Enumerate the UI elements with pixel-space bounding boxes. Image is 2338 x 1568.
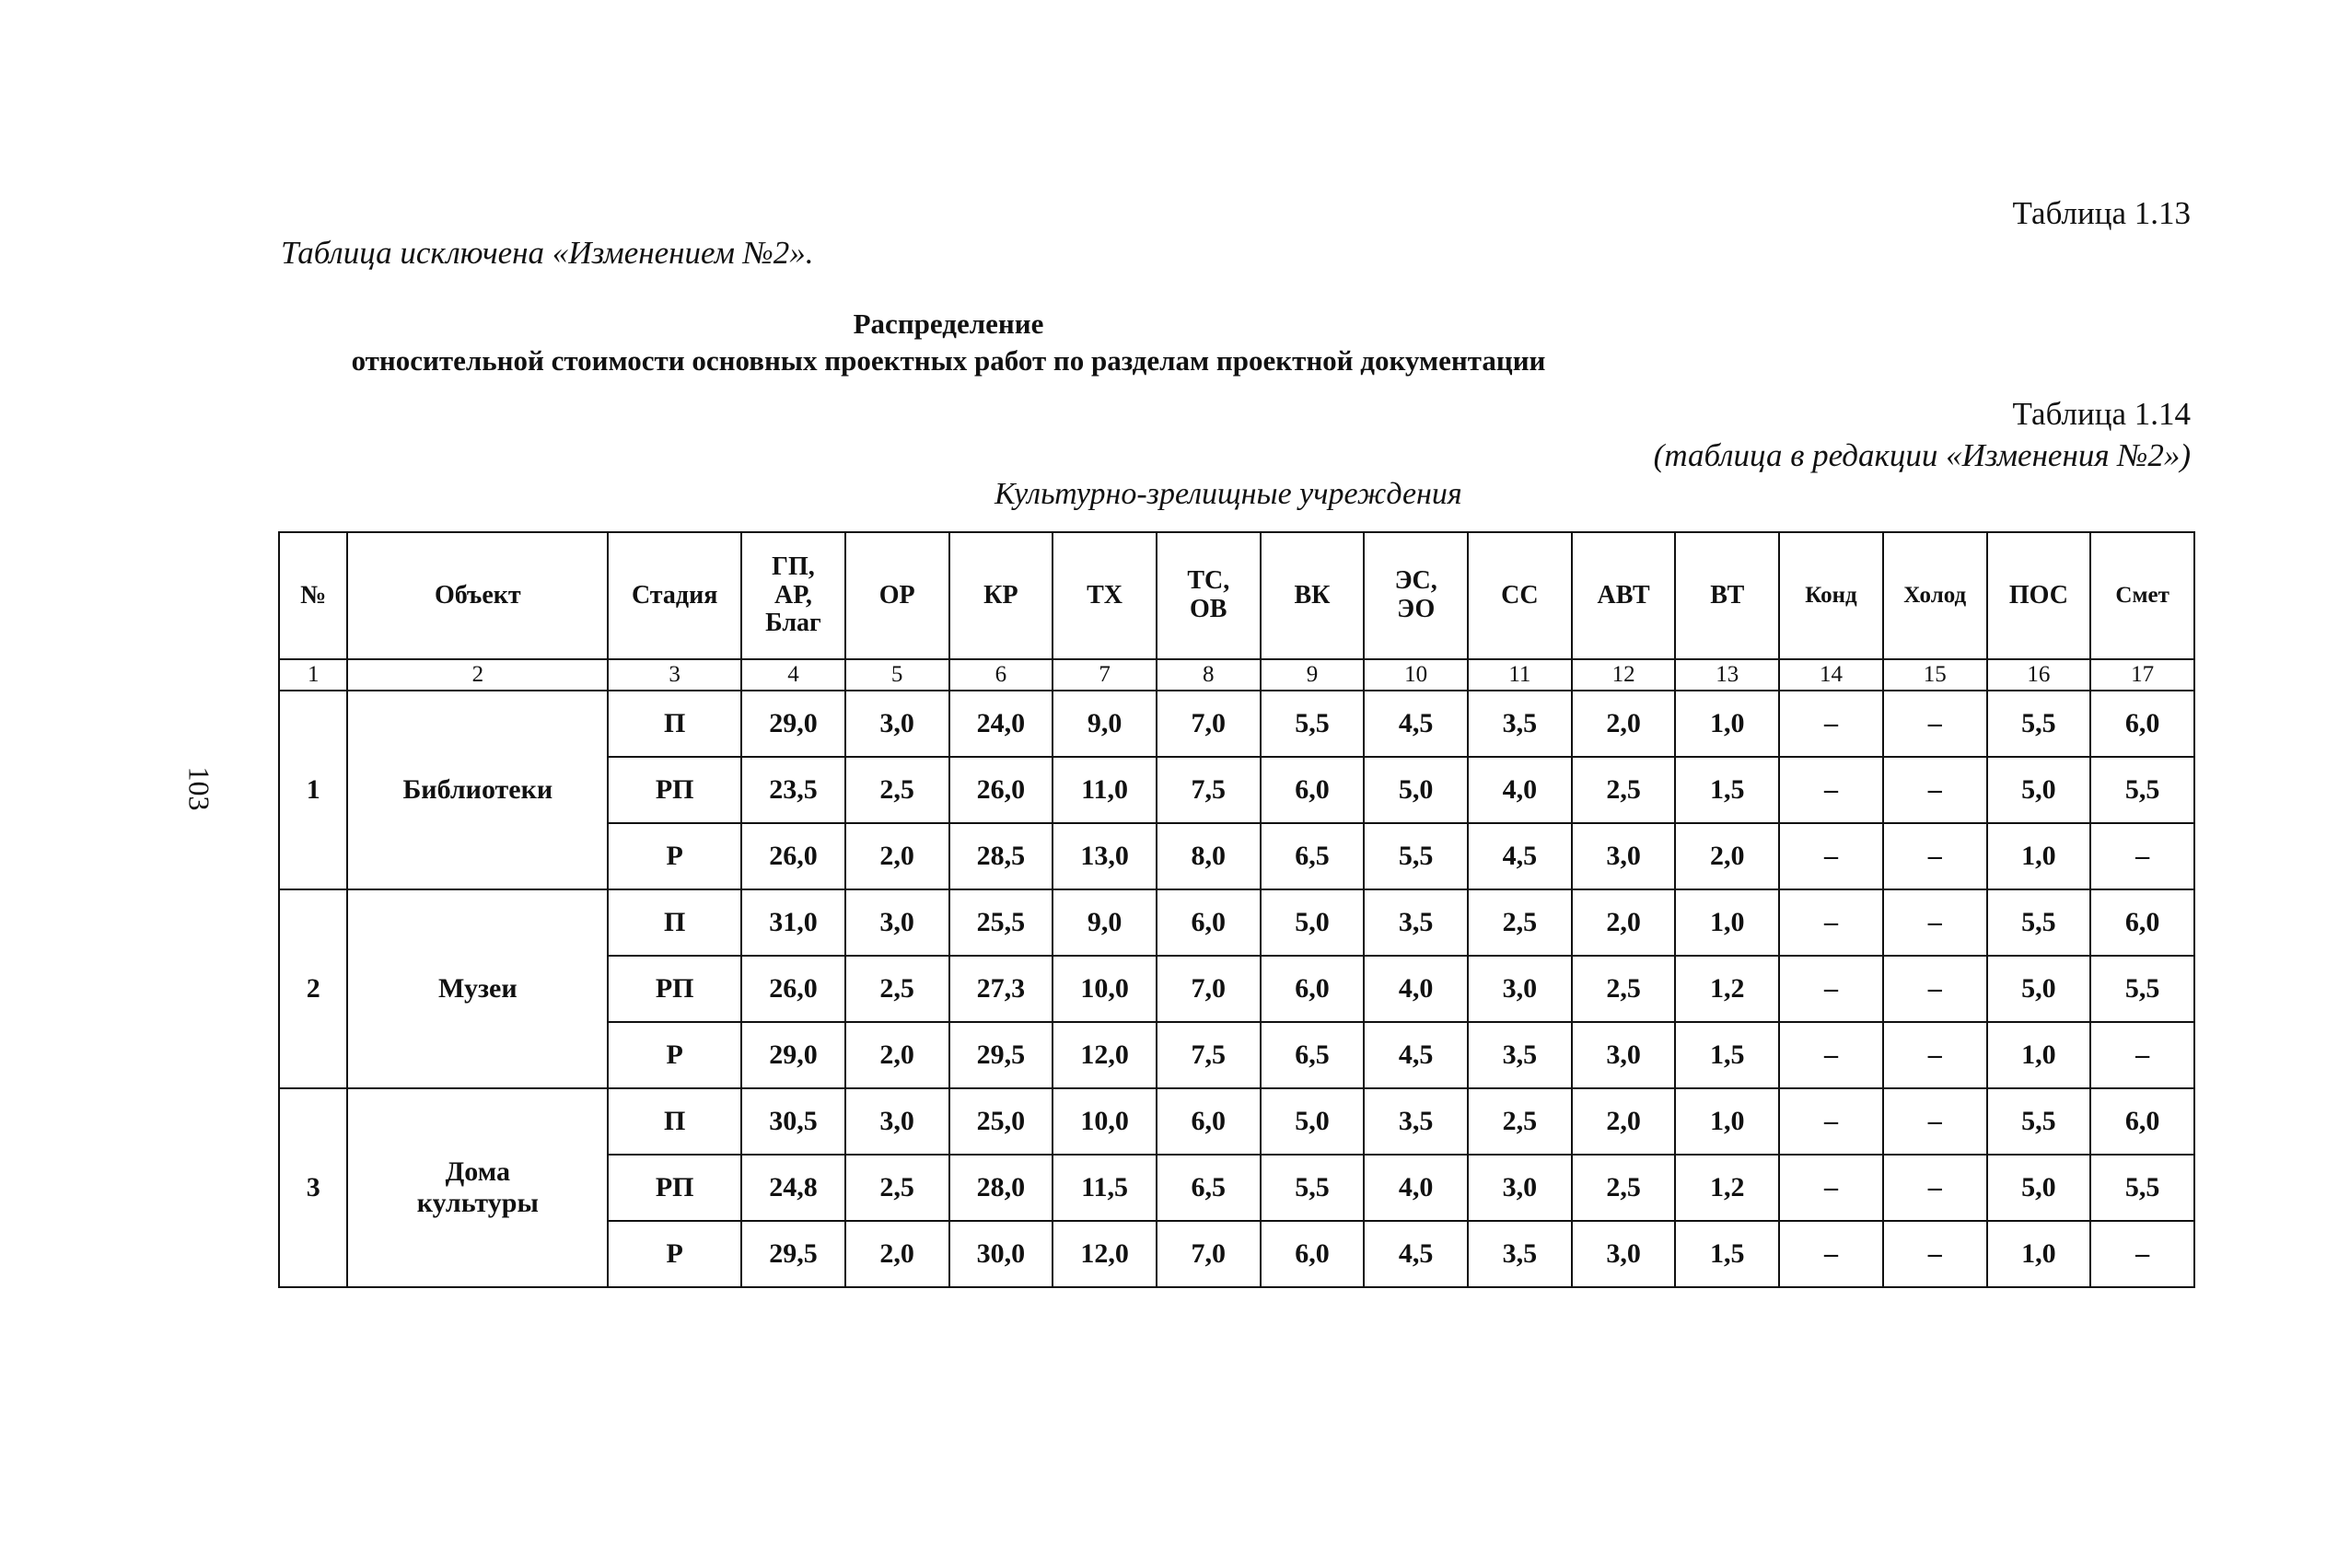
header-row: [279, 532, 2194, 659]
column-number: 15: [1883, 659, 1987, 691]
object-name-line: Дома: [445, 1156, 510, 1187]
value-cell: 25,5: [949, 889, 1053, 956]
value-cell: 1,0: [1987, 1221, 2091, 1287]
value-cell: 11,0: [1053, 757, 1157, 823]
header-gp-ar-blag: ГП, АР, Благ: [741, 532, 845, 659]
value-cell: 11,5: [1053, 1155, 1157, 1221]
value-cell: –: [2090, 1221, 2194, 1287]
value-cell: 3,0: [1572, 1022, 1676, 1088]
column-number: 11: [1468, 659, 1572, 691]
header-smet: Смет: [2090, 532, 2194, 659]
table-row: [279, 889, 2194, 956]
document-title: [276, 306, 1621, 380]
value-cell: 2,0: [845, 1221, 949, 1287]
value-cell: 1,2: [1675, 956, 1779, 1022]
value-cell: 28,0: [949, 1155, 1053, 1221]
column-number: 7: [1053, 659, 1157, 691]
column-number: 6: [949, 659, 1053, 691]
value-cell: 25,0: [949, 1088, 1053, 1155]
value-cell: 7,0: [1157, 691, 1261, 757]
value-cell: 2,0: [1572, 1088, 1676, 1155]
column-number: 17: [2090, 659, 2194, 691]
column-number: 5: [845, 659, 949, 691]
value-cell: 31,0: [741, 889, 845, 956]
header-th: ТХ: [1053, 532, 1157, 659]
stage-cell: РП: [608, 956, 741, 1022]
value-cell: 12,0: [1053, 1221, 1157, 1287]
value-cell: –: [1883, 1155, 1987, 1221]
value-cell: 3,0: [1572, 1221, 1676, 1287]
value-cell: 5,5: [1987, 889, 2091, 956]
header-kond: Конд: [1779, 532, 1883, 659]
object-name-line: культуры: [416, 1188, 539, 1218]
value-cell: 5,0: [1987, 1155, 2091, 1221]
value-cell: 3,0: [845, 1088, 949, 1155]
header-object: Объект: [347, 532, 608, 659]
header-ss: СС: [1468, 532, 1572, 659]
value-cell: 2,5: [1468, 1088, 1572, 1155]
cost-distribution-table: [278, 531, 2195, 1288]
value-cell: 24,0: [949, 691, 1053, 757]
stage-cell: Р: [608, 1221, 741, 1287]
value-cell: –: [2090, 1022, 2194, 1088]
value-cell: 7,0: [1157, 956, 1261, 1022]
value-cell: 1,0: [1987, 823, 2091, 889]
header-vk: ВК: [1261, 532, 1365, 659]
page-number: 103: [182, 766, 216, 811]
value-cell: 4,0: [1364, 956, 1468, 1022]
value-cell: –: [1779, 1221, 1883, 1287]
value-cell: 30,5: [741, 1088, 845, 1155]
column-number: 16: [1987, 659, 2091, 691]
title-line-2: относительной стоимости основных проектных работ по разделам проектной документации: [351, 344, 1546, 377]
stage-cell: П: [608, 889, 741, 956]
value-cell: 3,0: [1468, 1155, 1572, 1221]
column-number: 3: [608, 659, 741, 691]
value-cell: –: [1779, 691, 1883, 757]
value-cell: 1,0: [1675, 889, 1779, 956]
value-cell: 2,5: [845, 956, 949, 1022]
value-cell: 2,0: [1675, 823, 1779, 889]
value-cell: 9,0: [1053, 691, 1157, 757]
value-cell: 29,0: [741, 691, 845, 757]
value-cell: 5,0: [1261, 1088, 1365, 1155]
value-cell: –: [1779, 956, 1883, 1022]
value-cell: 29,5: [949, 1022, 1053, 1088]
value-cell: 2,0: [1572, 691, 1676, 757]
value-cell: 3,0: [845, 889, 949, 956]
value-cell: 29,0: [741, 1022, 845, 1088]
column-number: 4: [741, 659, 845, 691]
value-cell: 6,0: [1261, 1221, 1365, 1287]
value-cell: 5,5: [2090, 757, 2194, 823]
value-cell: 5,0: [1364, 757, 1468, 823]
value-cell: –: [1883, 889, 1987, 956]
value-cell: 27,3: [949, 956, 1053, 1022]
value-cell: 2,5: [1572, 757, 1676, 823]
object-name: [347, 1088, 608, 1287]
table-114-note: (таблица в редакции «Изменения №2»): [1653, 437, 2191, 473]
column-number: 1: [279, 659, 347, 691]
value-cell: 5,5: [1364, 823, 1468, 889]
value-cell: 6,0: [1157, 889, 1261, 956]
row-number: 3: [279, 1088, 347, 1287]
value-cell: 3,0: [1572, 823, 1676, 889]
value-cell: 26,0: [949, 757, 1053, 823]
row-number: 1: [279, 691, 347, 889]
value-cell: –: [1779, 1088, 1883, 1155]
value-cell: 3,0: [845, 691, 949, 757]
row-number: 2: [279, 889, 347, 1088]
column-number: 8: [1157, 659, 1261, 691]
value-cell: 24,8: [741, 1155, 845, 1221]
value-cell: 7,5: [1157, 757, 1261, 823]
value-cell: 8,0: [1157, 823, 1261, 889]
header-or: ОР: [845, 532, 949, 659]
stage-cell: Р: [608, 1022, 741, 1088]
header-avt: АВТ: [1572, 532, 1676, 659]
value-cell: 3,5: [1468, 1221, 1572, 1287]
table-row: [279, 1088, 2194, 1155]
excluded-table-note: Таблица исключена «Изменением №2».: [281, 235, 814, 271]
column-number: 2: [347, 659, 608, 691]
value-cell: 2,5: [845, 1155, 949, 1221]
value-cell: 5,5: [1261, 691, 1365, 757]
value-cell: –: [1883, 691, 1987, 757]
value-cell: 2,5: [845, 757, 949, 823]
header-vt: ВТ: [1675, 532, 1779, 659]
stage-cell: РП: [608, 757, 741, 823]
value-cell: 6,5: [1261, 1022, 1365, 1088]
value-cell: 23,5: [741, 757, 845, 823]
value-cell: 3,5: [1364, 889, 1468, 956]
value-cell: –: [1779, 1022, 1883, 1088]
value-cell: 13,0: [1053, 823, 1157, 889]
value-cell: –: [1883, 823, 1987, 889]
value-cell: –: [1779, 823, 1883, 889]
value-cell: 10,0: [1053, 956, 1157, 1022]
value-cell: 5,5: [1987, 1088, 2091, 1155]
value-cell: 2,0: [845, 823, 949, 889]
value-cell: –: [1883, 1022, 1987, 1088]
value-cell: 4,0: [1468, 757, 1572, 823]
column-number: 10: [1364, 659, 1468, 691]
column-number: 9: [1261, 659, 1365, 691]
table-row: [279, 691, 2194, 757]
header-es-eo: ЭС, ЭО: [1364, 532, 1468, 659]
column-number-row: [279, 659, 2194, 691]
table-113-label: Таблица 1.13: [2012, 195, 2191, 231]
value-cell: 6,0: [2090, 691, 2194, 757]
header-holod: Холод: [1883, 532, 1987, 659]
value-cell: 5,5: [2090, 956, 2194, 1022]
value-cell: 5,5: [1261, 1155, 1365, 1221]
value-cell: 6,0: [1157, 1088, 1261, 1155]
header-ts-ov: ТС, ОВ: [1157, 532, 1261, 659]
object-name: Музеи: [347, 889, 608, 1088]
header-stage: Стадия: [608, 532, 741, 659]
stage-cell: Р: [608, 823, 741, 889]
value-cell: –: [1883, 956, 1987, 1022]
value-cell: 4,5: [1364, 691, 1468, 757]
value-cell: 5,0: [1261, 889, 1365, 956]
column-number: 13: [1675, 659, 1779, 691]
value-cell: 2,0: [1572, 889, 1676, 956]
value-cell: –: [1779, 1155, 1883, 1221]
value-cell: 2,5: [1572, 956, 1676, 1022]
value-cell: 30,0: [949, 1221, 1053, 1287]
value-cell: 2,5: [1572, 1155, 1676, 1221]
column-number: 12: [1572, 659, 1676, 691]
value-cell: 2,5: [1468, 889, 1572, 956]
value-cell: –: [1883, 1221, 1987, 1287]
value-cell: 6,5: [1157, 1155, 1261, 1221]
table-body: [279, 659, 2194, 1287]
value-cell: 12,0: [1053, 1022, 1157, 1088]
value-cell: 7,5: [1157, 1022, 1261, 1088]
value-cell: 26,0: [741, 823, 845, 889]
value-cell: 6,0: [1261, 956, 1365, 1022]
title-line-1: Распределение: [853, 308, 1044, 340]
header-kr: КР: [949, 532, 1053, 659]
value-cell: 1,0: [1987, 1022, 2091, 1088]
stage-cell: РП: [608, 1155, 741, 1221]
value-cell: 26,0: [741, 956, 845, 1022]
value-cell: 7,0: [1157, 1221, 1261, 1287]
stage-cell: П: [608, 691, 741, 757]
value-cell: 5,0: [1987, 757, 2091, 823]
value-cell: 1,2: [1675, 1155, 1779, 1221]
value-cell: 6,0: [2090, 889, 2194, 956]
value-cell: 1,0: [1675, 1088, 1779, 1155]
value-cell: 29,5: [741, 1221, 845, 1287]
value-cell: –: [1779, 889, 1883, 956]
value-cell: 2,0: [845, 1022, 949, 1088]
value-cell: 6,0: [2090, 1088, 2194, 1155]
value-cell: 3,5: [1468, 691, 1572, 757]
stage-cell: П: [608, 1088, 741, 1155]
value-cell: –: [1779, 757, 1883, 823]
header-pos: ПОС: [1987, 532, 2091, 659]
value-cell: 1,5: [1675, 1221, 1779, 1287]
value-cell: 6,0: [1261, 757, 1365, 823]
header-num: №: [279, 532, 347, 659]
value-cell: 1,0: [1675, 691, 1779, 757]
value-cell: 5,5: [2090, 1155, 2194, 1221]
value-cell: –: [1883, 1088, 1987, 1155]
value-cell: 4,5: [1364, 1221, 1468, 1287]
value-cell: 9,0: [1053, 889, 1157, 956]
table-114-label: Таблица 1.14: [2012, 396, 2191, 432]
value-cell: –: [1883, 757, 1987, 823]
table-subtitle: Культурно-зрелищные учреждения: [995, 477, 1462, 511]
column-number: 14: [1779, 659, 1883, 691]
value-cell: 4,5: [1364, 1022, 1468, 1088]
value-cell: 3,0: [1468, 956, 1572, 1022]
object-name: Библиотеки: [347, 691, 608, 889]
value-cell: 10,0: [1053, 1088, 1157, 1155]
value-cell: 1,5: [1675, 757, 1779, 823]
value-cell: 6,5: [1261, 823, 1365, 889]
value-cell: 4,5: [1468, 823, 1572, 889]
value-cell: 3,5: [1468, 1022, 1572, 1088]
value-cell: 28,5: [949, 823, 1053, 889]
value-cell: 1,5: [1675, 1022, 1779, 1088]
value-cell: 5,5: [1987, 691, 2091, 757]
value-cell: 4,0: [1364, 1155, 1468, 1221]
value-cell: 3,5: [1364, 1088, 1468, 1155]
value-cell: 5,0: [1987, 956, 2091, 1022]
value-cell: –: [2090, 823, 2194, 889]
